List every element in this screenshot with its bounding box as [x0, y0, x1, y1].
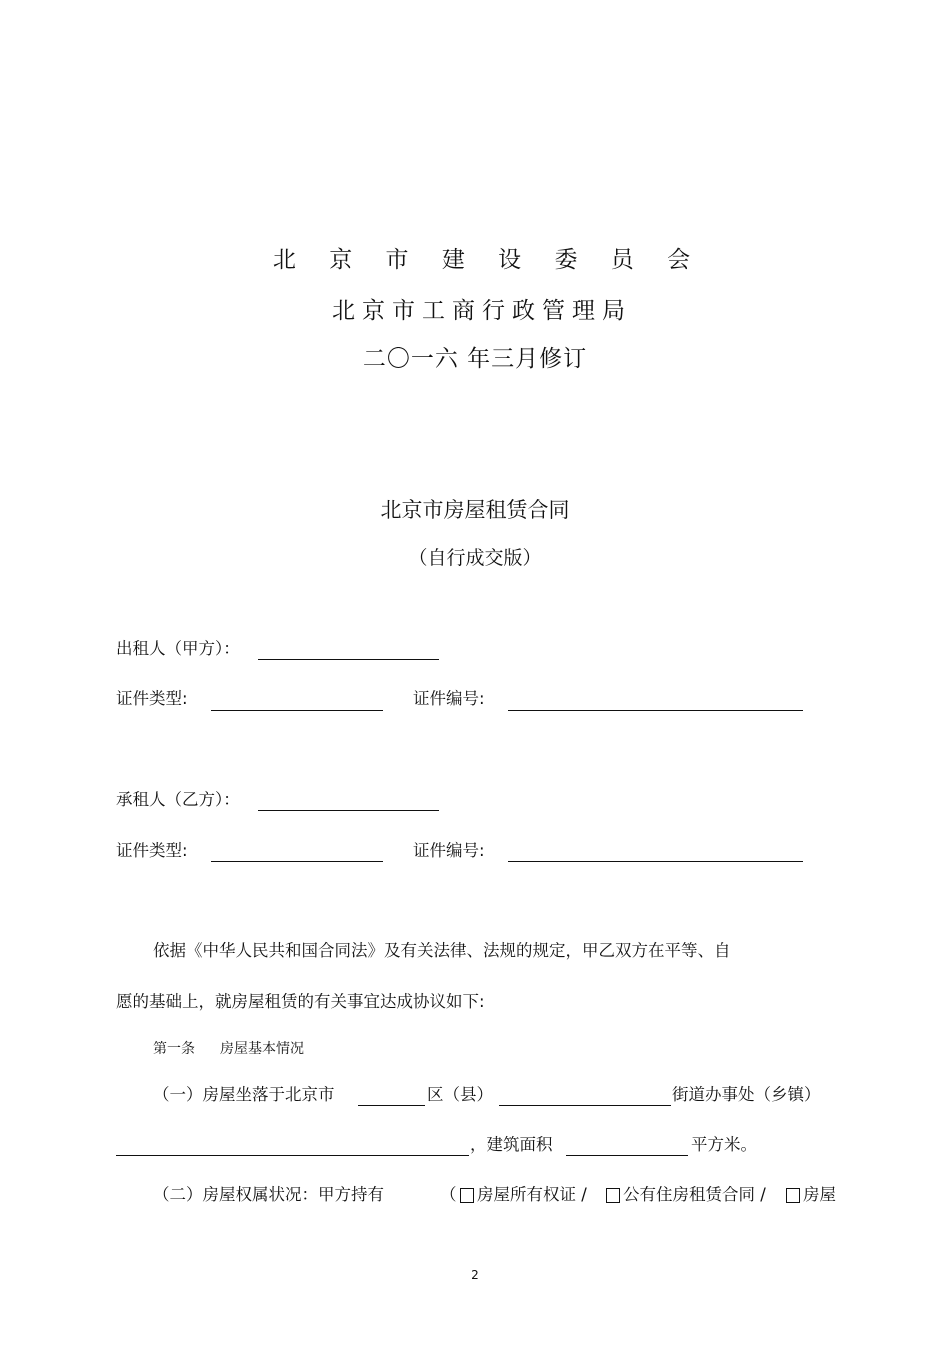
option-housing-other: 房屋 [803, 1185, 836, 1204]
lessee-name-blank[interactable] [258, 810, 439, 811]
lessor-id-number-blank[interactable] [508, 710, 803, 711]
preamble-line-2: 愿的基础上，就房屋租赁的有关事宜达成协议如下: [116, 992, 485, 1011]
lessor-id-number-label: 证件编号: [413, 689, 485, 708]
checkbox-public-housing-lease[interactable] [606, 1188, 620, 1203]
issuer-line-2: 北京市工商行政管理局 [332, 298, 632, 324]
street-label: 街道办事处（乡镇） [672, 1085, 821, 1104]
address-blank[interactable] [116, 1155, 469, 1156]
district-label: 区（县） [427, 1085, 493, 1104]
item-1-prefix: （一）房屋坐落于北京市 [153, 1085, 335, 1104]
lessor-id-type-blank[interactable] [211, 710, 383, 711]
lessee-id-number-blank[interactable] [508, 861, 803, 862]
lessee-name-label: 承租人（乙方）： [116, 790, 240, 809]
item-2-paren: （ [440, 1185, 457, 1204]
contract-title: 北京市房屋租赁合同 [380, 498, 570, 522]
checkbox-ownership-certificate[interactable] [460, 1188, 474, 1203]
area-label: ，建筑面积 [470, 1135, 553, 1154]
article-1-title: 房屋基本情况 [220, 1041, 304, 1057]
lessor-name-label: 出租人（甲方）： [116, 639, 240, 658]
option-public-housing-lease: 公有住房租赁合同 / [623, 1185, 766, 1204]
contract-subtitle: （自行成交版） [408, 547, 542, 569]
lessor-name-blank[interactable] [258, 659, 439, 660]
lessee-id-number-label: 证件编号: [413, 841, 485, 860]
revision-date: 二〇一六 年三月修订 [362, 346, 588, 372]
street-blank[interactable] [499, 1105, 671, 1106]
area-unit: 平方米。 [691, 1135, 757, 1154]
lessee-id-type-label: 证件类型: [116, 841, 188, 860]
preamble-line-1: 依据《中华人民共和国合同法》及有关法律、法规的规定，甲乙双方在平等、自 [153, 941, 731, 960]
lessor-id-type-label: 证件类型: [116, 689, 188, 708]
district-blank[interactable] [358, 1105, 425, 1106]
item-2-prefix: （二）房屋权属状况：甲方持有 [153, 1185, 384, 1204]
page-number: 2 [471, 1268, 479, 1282]
area-blank[interactable] [566, 1155, 688, 1156]
checkbox-housing-other[interactable] [786, 1188, 800, 1203]
article-1-number: 第一条 [153, 1041, 195, 1057]
issuer-line-1: 北 京 市 建 设 委 员 会 [272, 247, 704, 273]
option-ownership-certificate: 房屋所有权证 / [477, 1185, 587, 1204]
lessee-id-type-blank[interactable] [211, 861, 383, 862]
